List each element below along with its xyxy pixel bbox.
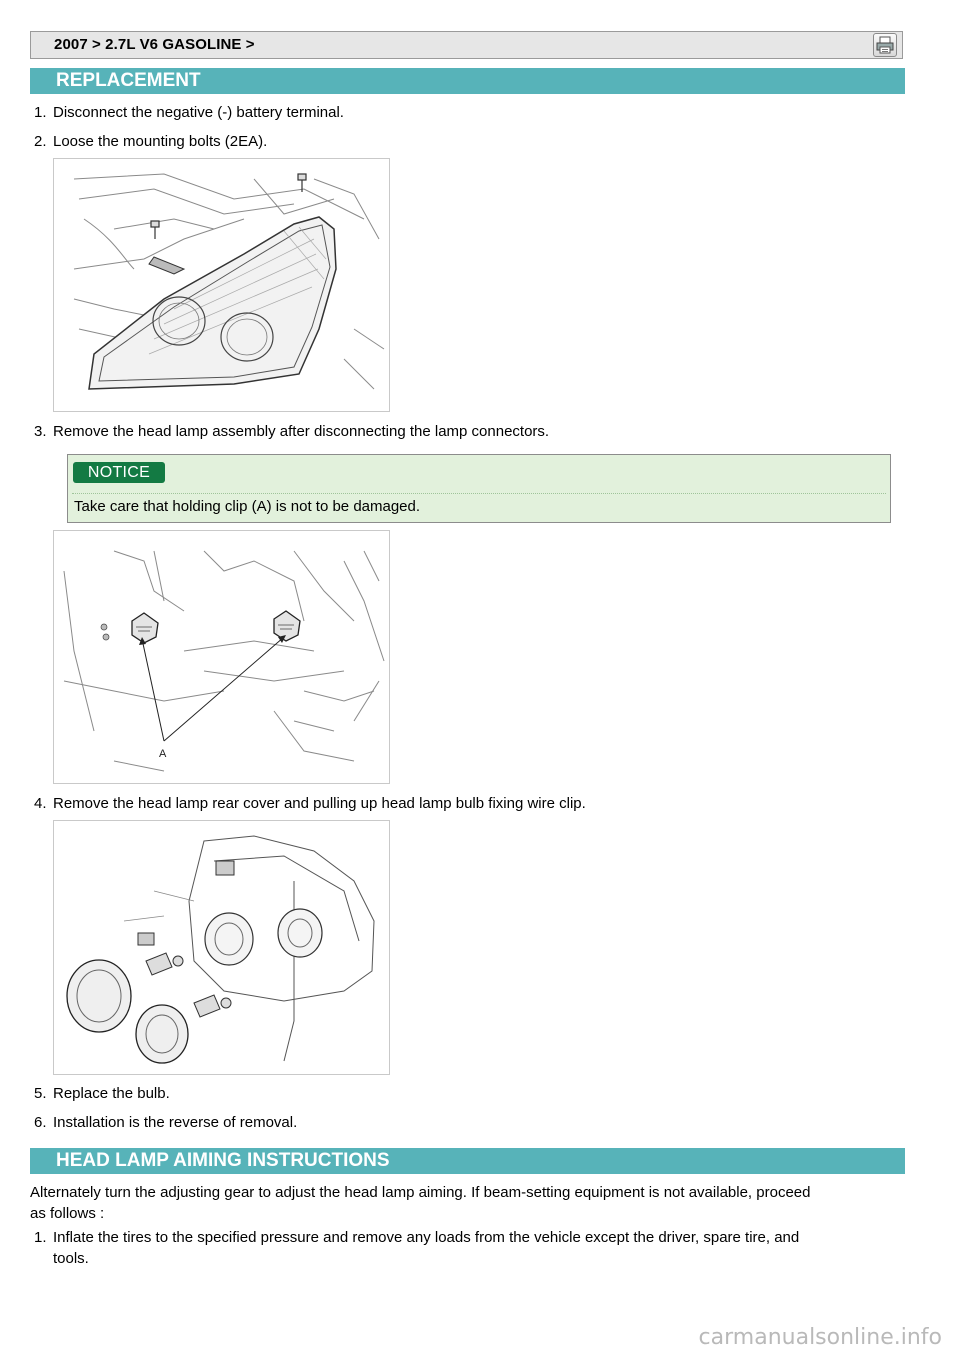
step-number: 1. bbox=[34, 104, 47, 121]
print-button[interactable] bbox=[873, 33, 897, 57]
aiming-step-1-line-1: Inflate the tires to the specified pressure and remove any loads from the vehicle except the driver, spare tire, and bbox=[53, 1229, 800, 1246]
step-3 bbox=[34, 423, 549, 441]
headlamp-bolts-illustration bbox=[54, 159, 389, 411]
rear-cover-bulbs-illustration bbox=[54, 821, 389, 1074]
breadcrumb bbox=[30, 31, 903, 59]
section-title-replacement: REPLACEMENT bbox=[30, 68, 905, 94]
aiming-step-1 bbox=[34, 1227, 904, 1269]
notice-divider bbox=[72, 493, 886, 494]
notice-badge: NOTICE bbox=[73, 462, 165, 483]
aiming-intro bbox=[30, 1182, 910, 1224]
step-text: Installation is the reverse of removal. bbox=[53, 1114, 298, 1131]
holding-clips-illustration bbox=[54, 531, 389, 783]
figure-rear-cover-bulbs bbox=[53, 820, 390, 1075]
breadcrumb-text: 2007 > 2.7L V6 GASOLINE > bbox=[54, 36, 255, 53]
aiming-step-1-line-2: tools. bbox=[53, 1250, 89, 1267]
step-4 bbox=[34, 795, 586, 813]
step-number: 5. bbox=[34, 1085, 47, 1102]
aiming-intro-line-1: Alternately turn the adjusting gear to adjust the head lamp aiming. If beam-setting equipment is not available, proceed bbox=[30, 1184, 811, 1201]
step-text: Loose the mounting bolts (2EA). bbox=[53, 133, 268, 150]
step-number: 6. bbox=[34, 1114, 47, 1131]
step-number: 4. bbox=[34, 795, 47, 812]
aiming-intro-line-2: as follows : bbox=[30, 1205, 105, 1222]
step-2 bbox=[34, 133, 267, 151]
section-title-aiming: HEAD LAMP AIMING INSTRUCTIONS bbox=[30, 1148, 905, 1174]
printer-icon bbox=[874, 34, 896, 56]
notice-text: Take care that holding clip (A) is not to be damaged. bbox=[74, 498, 421, 515]
watermark: carmanualsonline.info bbox=[698, 1325, 942, 1350]
figure-headlamp-bolts bbox=[53, 158, 390, 412]
step-text: Replace the bulb. bbox=[53, 1085, 170, 1102]
step-number: 1. bbox=[34, 1229, 47, 1246]
callout-label-a: A bbox=[159, 748, 167, 760]
step-1 bbox=[34, 104, 344, 122]
step-text: Remove the head lamp assembly after disconnecting the lamp connectors. bbox=[53, 423, 550, 440]
step-number: 2. bbox=[34, 133, 47, 150]
step-number: 3. bbox=[34, 423, 47, 440]
step-5 bbox=[34, 1085, 170, 1103]
step-6 bbox=[34, 1114, 297, 1132]
step-text: Remove the head lamp rear cover and pulling up head lamp bulb fixing wire clip. bbox=[53, 795, 586, 812]
notice-box bbox=[67, 454, 891, 523]
step-text: Disconnect the negative (-) battery terminal. bbox=[53, 104, 344, 121]
figure-holding-clips bbox=[53, 530, 390, 784]
